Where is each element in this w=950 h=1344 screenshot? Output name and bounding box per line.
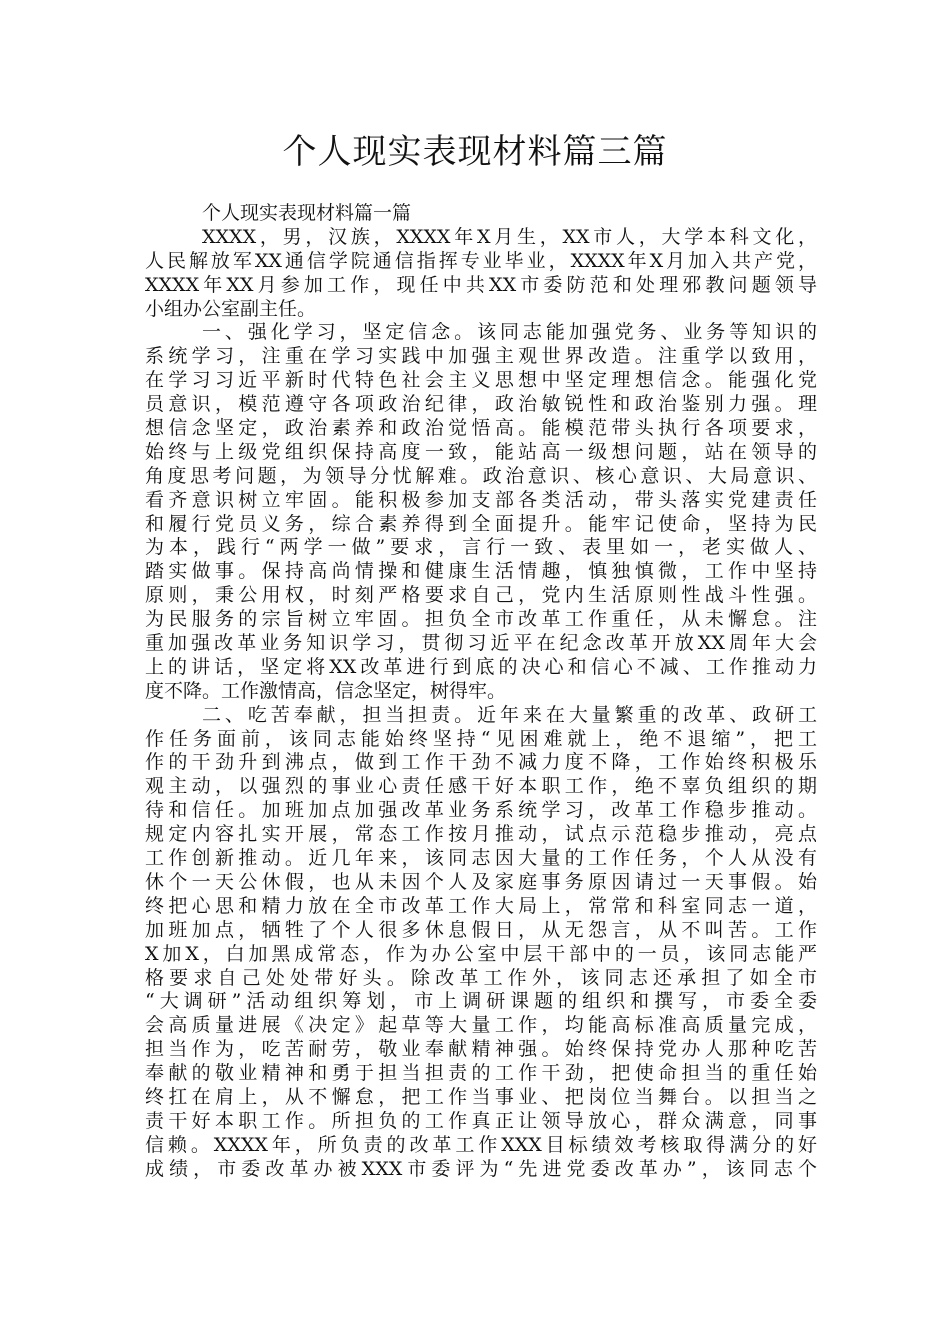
body-line: 看齐意识树立牢固。能积极参加支部各类活动，带头落实党建责任 [145, 488, 817, 511]
body-line: 信赖。XXXX年，所负责的改革工作XXX目标绩效考核取得满分的好 [145, 1133, 817, 1156]
body-line: XXXX年XX月参加工作，现任中共XX市委防范和处理邪教问题领导 [145, 273, 817, 296]
document-body [145, 202, 817, 1182]
body-line: 格要求自己处处带好头。除改革工作外，该同志还承担了如全市 [145, 966, 817, 989]
body-line: 个人现实表现材料篇一篇 [202, 202, 412, 224]
body-line: 度不降。工作激情高，信念坚定，树得牢。 [145, 679, 507, 702]
body-line: X加X，白加黑成常态，作为办公室中层干部中的一员，该同志能严 [145, 942, 817, 965]
body-line: 人民解放军XX通信学院通信指挥专业毕业，XXXX年X月加入共产党， [145, 249, 817, 272]
body-line: 二、吃苦奉献，担当担责。近年来在大量繁重的改革、政研工 [202, 703, 817, 726]
body-line: 会高质量进展《决定》起草等大量工作，均能高标准高质量完成， [145, 1014, 817, 1037]
body-line: 始终与上级党组织保持高度一致，能站高一级想问题，站在领导的 [145, 440, 817, 463]
body-line: 观主动，以强烈的事业心责任感干好本职工作，绝不辜负组织的期 [145, 775, 817, 798]
body-line: 员意识，模范遵守各项政治纪律，政治敏锐性和政治鉴别力强。理 [145, 393, 817, 416]
body-line: 成绩，市委改革办被XXX市委评为“先进党委改革办”，该同志个 [145, 1157, 817, 1180]
body-line: 工作创新推动。近几年来，该同志因大量的工作任务，个人从没有 [145, 847, 817, 870]
body-line: 规定内容扎实开展，常态工作按月推动，试点示范稳步推动，亮点 [145, 823, 817, 846]
body-line: 作任务面前，该同志能始终坚持“见困难就上，绝不退缩”，把工 [145, 727, 817, 750]
body-line: 角度思考问题，为领导分忧解难。政治意识、核心意识、大局意识、 [145, 464, 817, 487]
body-line: 小组办公室副主任。 [145, 297, 317, 320]
body-line: 奉献的敬业精神和勇于担当担责的工作干劲，把使命担当的重任始 [145, 1062, 817, 1085]
body-line: 担当作为，吃苦耐劳，敬业奉献精神强。始终保持党办人那种吃苦 [145, 1038, 817, 1061]
body-line: 一、强化学习，坚定信念。该同志能加强党务、业务等知识的 [202, 321, 817, 344]
body-line: 为本，践行“两学一做”要求，言行一致、表里如一，老实做人、 [145, 536, 817, 559]
body-line: 上的讲话，坚定将XX改革进行到底的决心和信心不减、工作推动力 [145, 655, 817, 678]
body-line: 在学习习近平新时代特色社会主义思想中坚定理想信念。能强化党 [145, 369, 817, 392]
body-line: 责干好本职工作。所担负的工作真正让领导放心，群众满意，同事 [145, 1109, 817, 1132]
body-line: 原则，秉公用权，时刻严格要求自己，党内生活原则性战斗性强。 [145, 584, 817, 607]
body-line: 作的干劲升到沸点，做到工作干劲不减力度不降，工作始终积极乐 [145, 751, 817, 774]
body-line: 终扛在肩上，从不懈怠，把工作当事业、把岗位当舞台。以担当之 [145, 1085, 817, 1108]
body-line: XXXX，男，汉族，XXXX年X月生，XX市人，大学本科文化， [202, 225, 817, 248]
body-line: 加班加点，牺牲了个人很多休息假日，从无怨言，从不叫苦。工作 [145, 918, 817, 941]
body-line: 重加强改革业务知识学习，贯彻习近平在纪念改革开放XX周年大会 [145, 632, 817, 655]
body-line: 休个一天公休假，也从未因个人及家庭事务原因请过一天事假。始 [145, 870, 817, 893]
body-line: 和履行党员义务，综合素养得到全面提升。能牢记使命，坚持为民 [145, 512, 817, 535]
body-line: 想信念坚定，政治素养和政治觉悟高。能模范带头执行各项要求， [145, 417, 817, 440]
body-line: 系统学习，注重在学习实践中加强主观世界改造。注重学以致用， [145, 345, 817, 368]
body-line: 踏实做事。保持高尚情操和健康生活情趣，慎独慎微，工作中坚持 [145, 560, 817, 583]
body-line: 为民服务的宗旨树立牢固。担负全市改革工作重任，从未懈怠。注 [145, 608, 817, 631]
body-line: “大调研”活动组织筹划，市上调研课题的组织和撰写，市委全委 [145, 990, 817, 1013]
document-title: 个人现实表现材料篇三篇 [282, 132, 668, 172]
body-line: 终把心思和精力放在全市改革工作大局上，常常和科室同志一道， [145, 894, 817, 917]
body-line: 待和信任。加班加点加强改革业务系统学习，改革工作稳步推动。 [145, 799, 817, 822]
